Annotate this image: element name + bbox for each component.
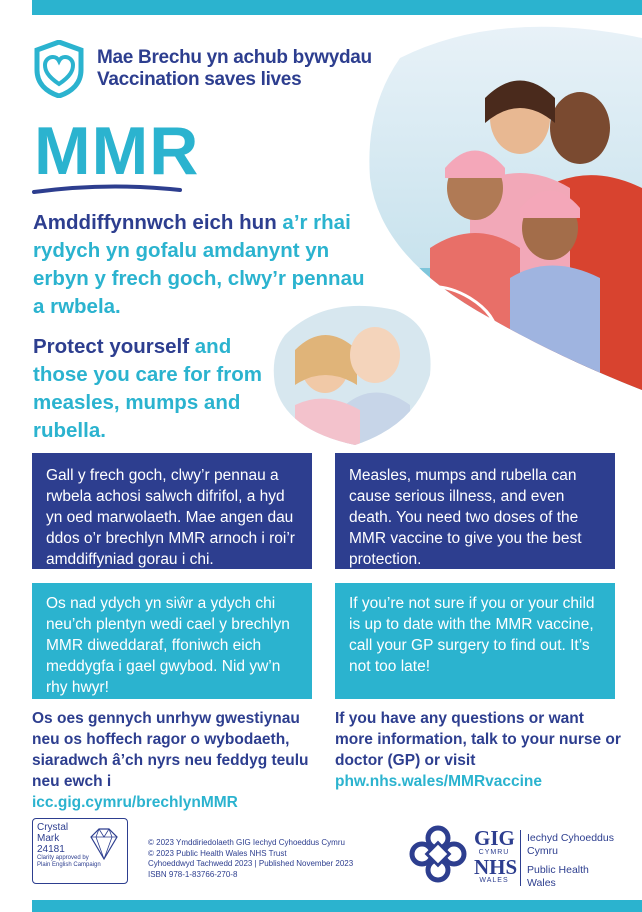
bottom-accent-bar — [32, 900, 642, 912]
organisation-name — [527, 832, 614, 890]
english-lead-emphasis: Protect yourself — [33, 335, 190, 358]
welsh-contact — [32, 708, 322, 813]
welsh-info-box: Gall y frech goch, clwy’r pennau a rwbela achosi salwch difrifol, a hyd yn oed marwolaeth. Mae angen dau ddos o’r brechlyn MMR arnoch i roi’r amddiffyniad gorau i chi. — [32, 453, 312, 569]
title-swoosh — [32, 180, 182, 202]
crystal-mark-note1: Clarity approved by — [37, 855, 89, 861]
org-welsh-line1: Iechyd Cyhoeddus — [527, 832, 614, 844]
nhs-wales-logo — [474, 826, 518, 885]
logo-gig: GIG — [474, 826, 515, 850]
copyright-block — [148, 838, 353, 880]
english-info-box: Measles, mumps and rubella can cause serious illness, and even death. You need two doses of the MMR vaccine to give you the best protection. — [335, 453, 615, 569]
top-accent-bar — [32, 0, 642, 15]
english-lead-text — [33, 333, 273, 445]
tagline-english: Vaccination saves lives — [97, 69, 302, 90]
english-check-box: If you’re not sure if you or your child is up to date with the MMR vaccine, call your GP surgery to find out. It’s not too late! — [335, 583, 615, 699]
crystal-mark-line1: Crystal — [37, 822, 69, 833]
welsh-vaccine-link[interactable]: icc.gig.cymru/brechlynMMR — [32, 794, 238, 811]
copyright-line: © 2023 Ymddiriedolaeth GIG Iechyd Cyhoeddus Cymru — [148, 838, 345, 847]
english-contact-text: If you have any questions or want more information, talk to your nurse or doctor (GP) or visit — [335, 710, 621, 769]
crystal-mark-badge — [32, 818, 128, 884]
english-lead-rest: and those you care for from measles, mumps and rubella. — [33, 335, 262, 442]
tagline — [97, 47, 372, 91]
welsh-check-box: Os nad ydych yn siŵr a ydych chi neu’ch plentyn wedi cael y brechlyn MMR diweddaraf, ffoniwch eich meddygfa i gael gwybod. Nid yw’n rhy hwyr! — [32, 583, 312, 699]
copyright-line: Cyhoeddwyd Tachwedd 2023 | Published November 2023 — [148, 859, 354, 868]
org-english-line2: Wales — [527, 877, 556, 889]
english-vaccine-link[interactable]: phw.nhs.wales/MMRvaccine — [335, 773, 543, 790]
welsh-lead-rest: a’r rhai rydych yn gofalu amdanynt yn erbyn y frech goch, clwy’r pennau a rwbela. — [33, 211, 365, 318]
logo-divider — [520, 830, 521, 886]
copyright-line: © 2023 Public Health Wales NHS Trust — [148, 848, 287, 858]
welsh-contact-text: Os oes gennych unrhyw gwestiynau neu os hoffech ragor o wybodaeth, siaradwch â’ch nyrs neu feddyg teulu neu ewch i — [32, 710, 309, 790]
tagline-welsh: Mae Brechu yn achub bywydau — [97, 47, 372, 68]
welsh-lead-emphasis: Amddiffynnwch eich hun — [33, 211, 277, 234]
crystal-mark-note2: Plain English Campaign — [37, 862, 101, 868]
copyright-line: ISBN 978-1-83766-270-8 — [148, 869, 238, 879]
logo-wales: WALES — [479, 877, 509, 884]
crystal-mark-line2: Mark — [37, 833, 60, 844]
english-contact — [335, 708, 625, 792]
logo-nhs: NHS — [474, 855, 518, 879]
vaccination-heart-shield-icon — [33, 40, 85, 98]
diamond-icon — [85, 827, 123, 861]
children-photo — [265, 295, 435, 445]
page-title: MMR — [34, 113, 200, 189]
crystal-mark-number: 24181 — [37, 844, 65, 855]
celtic-knot-logo-icon — [408, 824, 468, 884]
org-english-line1: Public Health — [527, 864, 589, 876]
org-welsh-line2: Cymru — [527, 845, 558, 857]
logo-cymru: CYMRU — [478, 849, 510, 856]
